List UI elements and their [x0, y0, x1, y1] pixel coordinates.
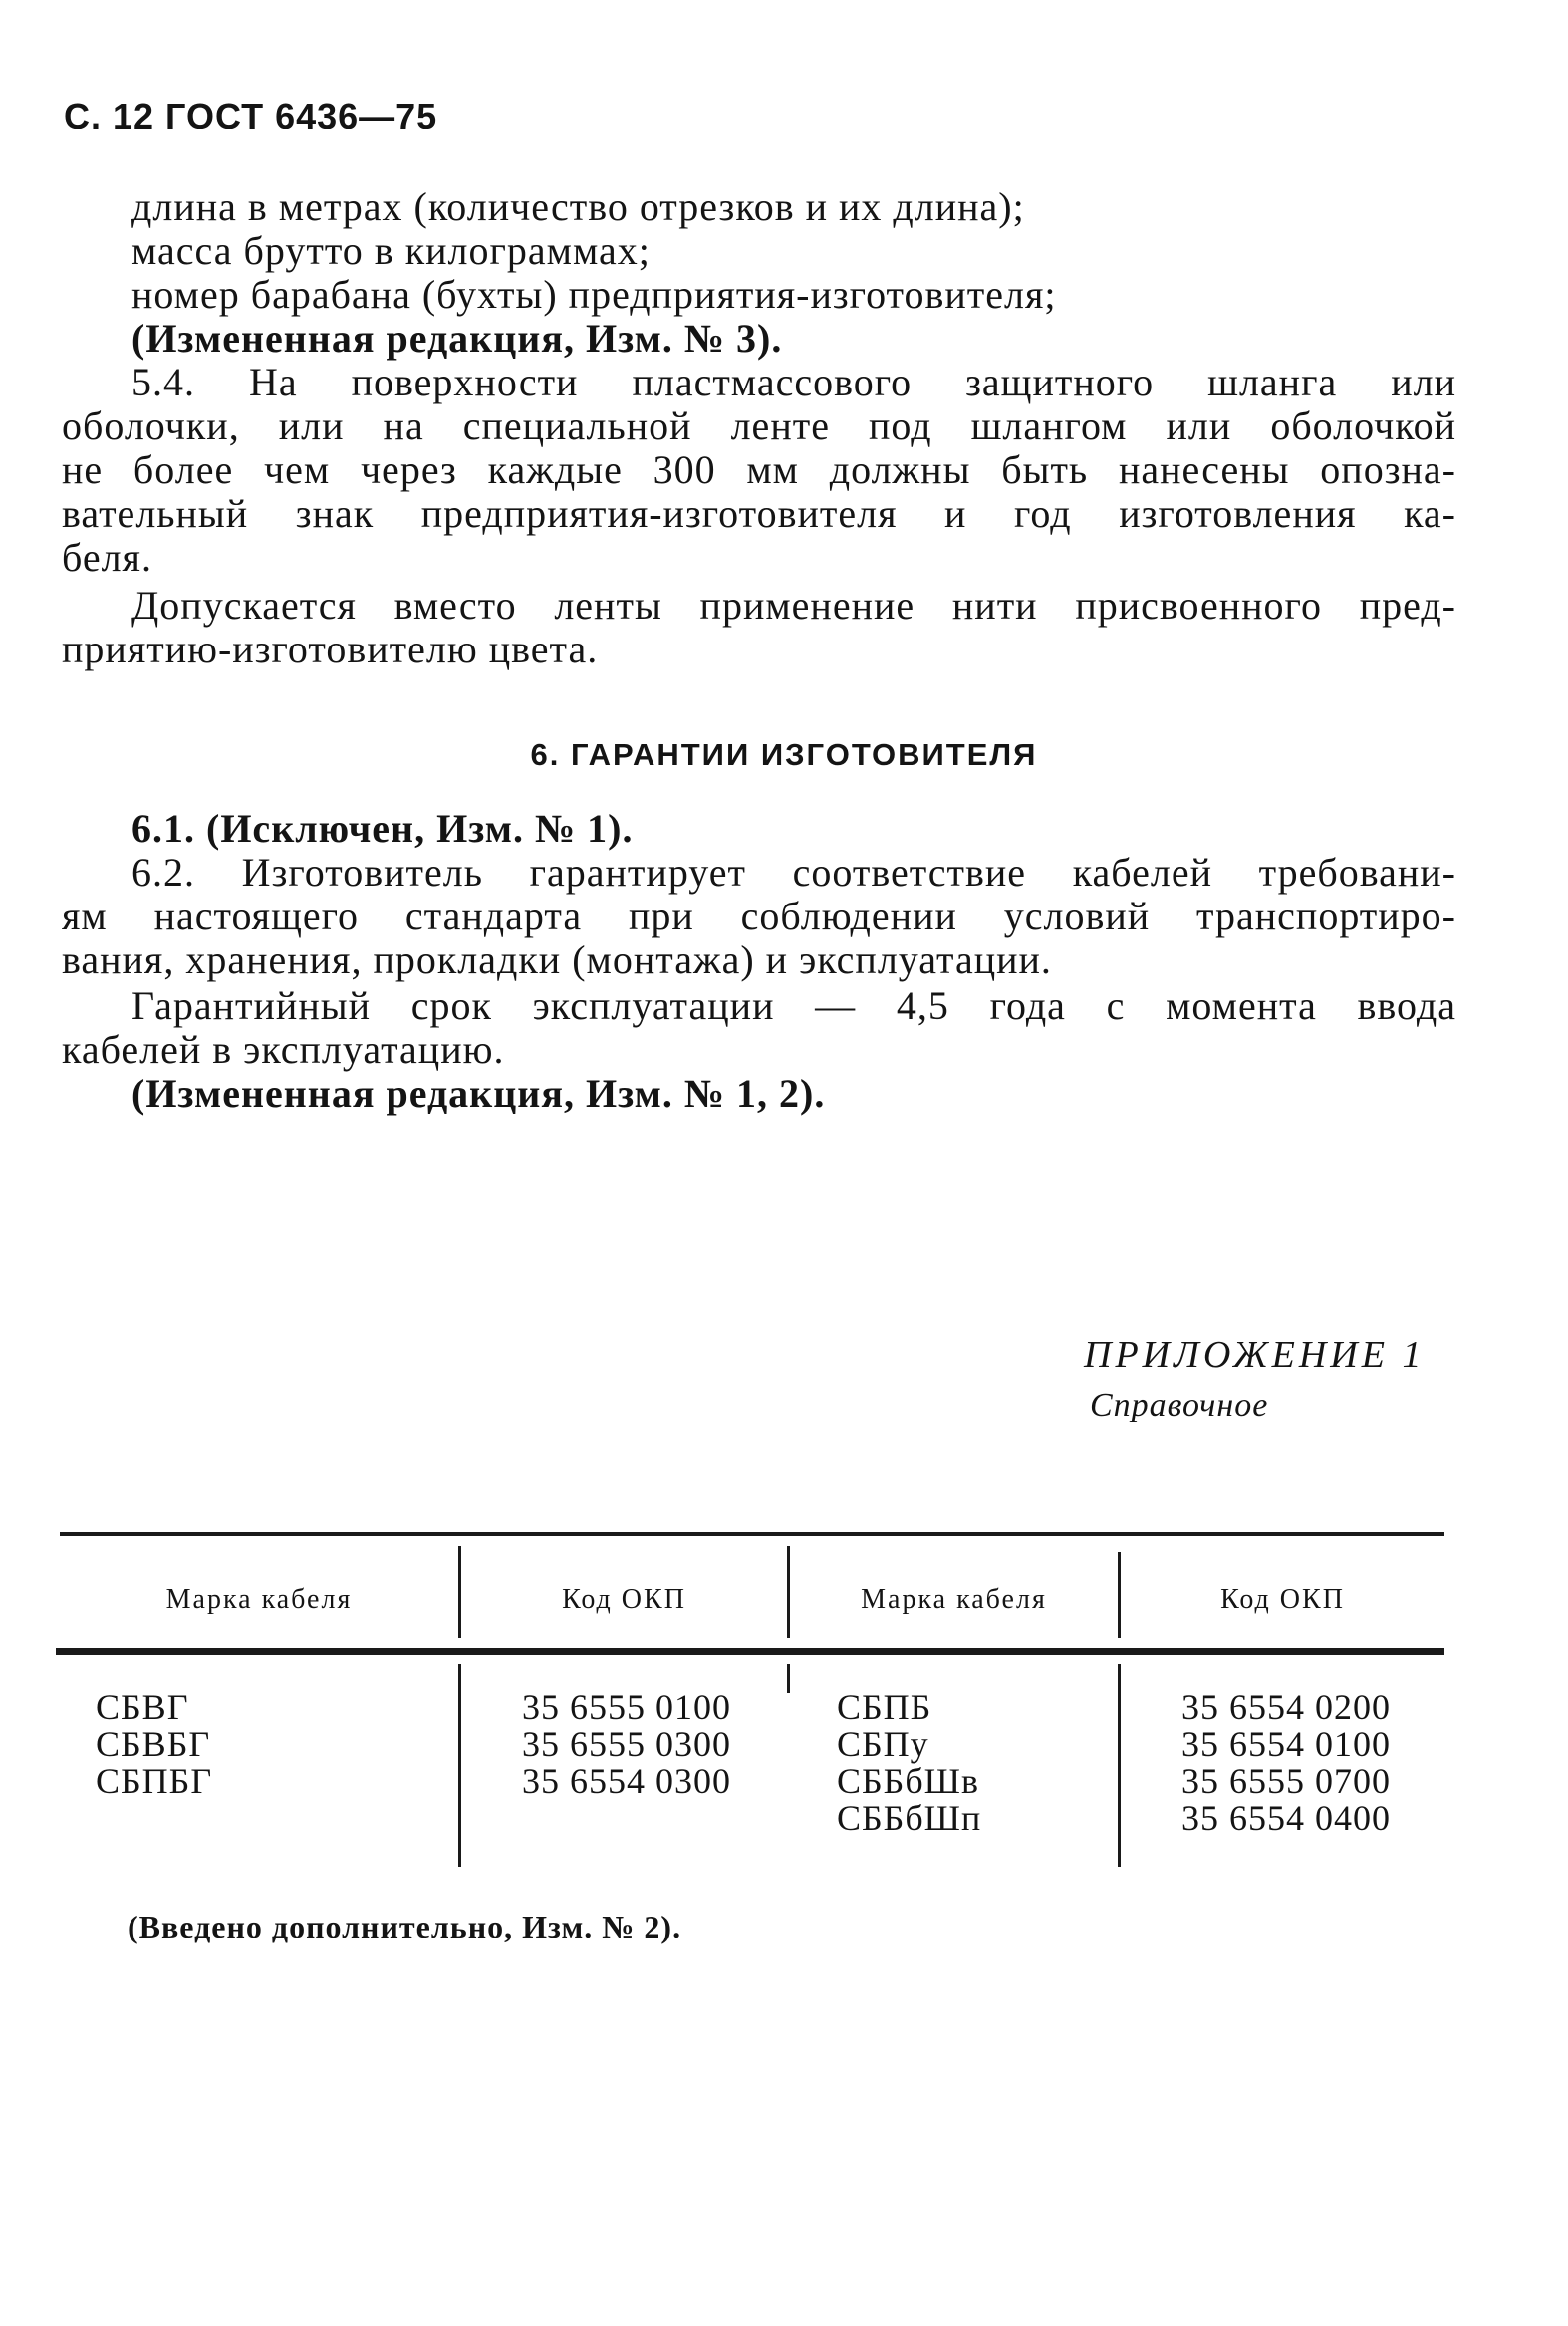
table-cell: 35 6555 0100	[522, 1687, 731, 1727]
paragraph-line: вательный знак предприятия-изготовителя и год изготовления ка-	[62, 491, 1456, 536]
section-heading: 6. ГАРАНТИИ ИЗГОТОВИТЕЛЯ	[530, 737, 1038, 772]
appendix-subtitle: Справочное	[1090, 1387, 1269, 1423]
table-cell: СБПБГ	[96, 1761, 213, 1801]
column-header: Марка кабеля	[165, 1584, 353, 1615]
paragraph-line: кабелей в эксплуатацию.	[62, 1027, 505, 1072]
paragraph-line: приятию-изготовителю цвета.	[62, 627, 599, 671]
table-cell: 35 6555 0300	[522, 1724, 731, 1764]
paragraph-line: беля.	[62, 535, 152, 580]
table-top-rule	[60, 1532, 1444, 1536]
table-cell: СБПу	[837, 1724, 929, 1764]
paragraph-line: Допускается вместо ленты применение нити присвоенного пред-	[131, 583, 1456, 628]
table-cell: СББбШп	[837, 1798, 982, 1838]
paragraph-line: вания, хранения, прокладки (монтажа) и эксплуатации.	[62, 937, 1052, 982]
column-divider	[1118, 1664, 1121, 1867]
code-column-right	[1181, 1689, 1391, 1837]
cable-code-table	[60, 1532, 1444, 1871]
column-divider	[458, 1664, 461, 1867]
appendix-footnote: (Введено дополнительно, Изм. № 2).	[128, 1909, 682, 1944]
appendix-title: ПРИЛОЖЕНИЕ 1	[1084, 1334, 1426, 1376]
body-text-block	[62, 185, 1456, 671]
brand-column-right	[837, 1689, 981, 1837]
table-cell: 35 6554 0400	[1181, 1798, 1391, 1838]
list-item: масса брутто в килограммах;	[131, 228, 651, 273]
clause-6-1: 6.1. (Исключен, Изм. № 1).	[131, 806, 634, 851]
table-cell: СББбШв	[837, 1761, 979, 1801]
column-header: Марка кабеля	[861, 1584, 1047, 1615]
table-cell: СБПБ	[837, 1687, 932, 1727]
column-header: Код ОКП	[562, 1584, 686, 1615]
table-cell: СБВГ	[96, 1687, 189, 1727]
amendment-note: (Измененная редакция, Изм. № 3).	[131, 316, 783, 361]
code-column-left	[522, 1689, 731, 1800]
paragraph-line: Гарантийный срок эксплуатации — 4,5 года с момента ввода	[131, 983, 1456, 1028]
paragraph-line: 6.2. Изготовитель гарантирует соответствие кабелей требовани-	[131, 850, 1456, 895]
list-item: номер барабана (бухты) предприятия-изготовителя;	[131, 272, 1057, 317]
table-cell: 35 6555 0700	[1181, 1761, 1391, 1801]
list-item: длина в метрах (количество отрезков и их длина);	[131, 184, 1025, 229]
paragraph-line: 5.4. На поверхности пластмассового защитного шланга или	[131, 360, 1456, 404]
brand-column-left	[96, 1689, 212, 1800]
paragraph-line: не более чем через каждые 300 мм должны быть нанесены опозна-	[62, 447, 1456, 492]
column-header: Код ОКП	[1220, 1584, 1345, 1615]
table-cell: 35 6554 0300	[522, 1761, 731, 1801]
section-6-text	[62, 807, 1456, 1116]
paragraph-line: ям настоящего стандарта при соблюдении условий транспортиро-	[62, 894, 1456, 938]
table-cell: 35 6554 0200	[1181, 1687, 1391, 1727]
table-cell: СБВБГ	[96, 1724, 211, 1764]
table-cell: 35 6554 0100	[1181, 1724, 1391, 1764]
table-header-rule	[56, 1648, 1444, 1655]
amendment-note: (Измененная редакция, Изм. № 1, 2).	[131, 1071, 826, 1116]
page-header: С. 12 ГОСТ 6436—75	[64, 96, 438, 136]
column-divider	[787, 1664, 790, 1693]
paragraph-line: оболочки, или на специальной ленте под шлангом или оболочкой	[62, 403, 1456, 448]
